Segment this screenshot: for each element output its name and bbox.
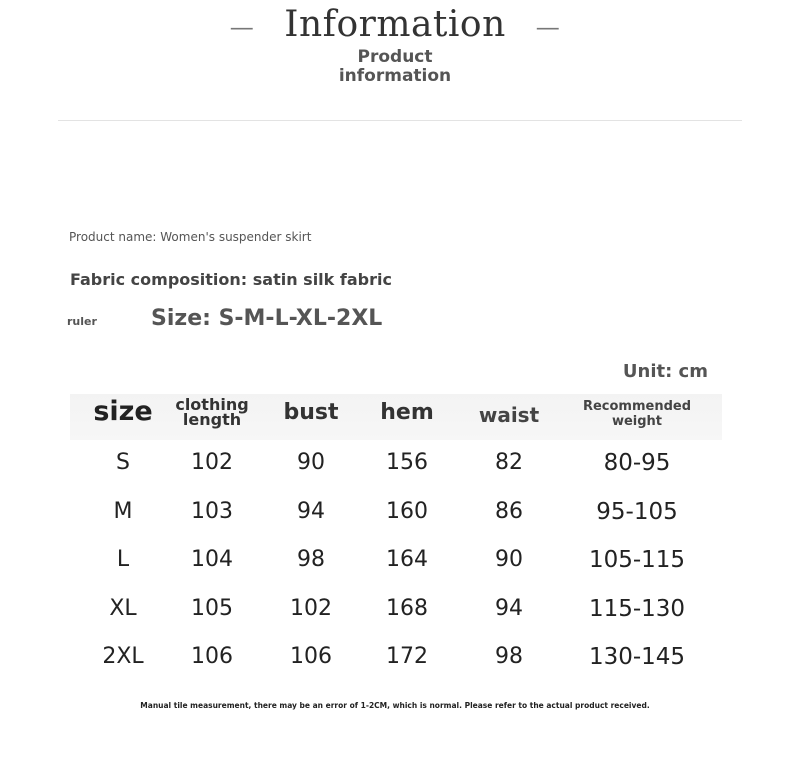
header-size: size — [93, 396, 153, 427]
dash-left-icon: — — [229, 13, 255, 41]
header-clothing-line-1: clothing — [175, 395, 249, 414]
measurement-note: Manual tile measurement, there may be an error of 1-2CM, which is normal. Please refer to the actual product received. — [140, 701, 650, 710]
cell-bust: 106 — [290, 644, 332, 669]
header-clothing-length — [175, 397, 248, 427]
cell-hem: 172 — [386, 644, 428, 669]
cell-size: XL — [109, 595, 137, 621]
subtitle-line-1: Product — [357, 47, 433, 67]
title-text: Information — [284, 4, 506, 45]
cell-recommended-weight: 95-105 — [596, 498, 678, 525]
cell-size: L — [116, 547, 130, 572]
product-name: Product name: Women's suspender skirt — [69, 230, 312, 244]
cell-clothing-length: 102 — [191, 450, 233, 475]
cell-clothing-length: 103 — [191, 498, 233, 524]
cell-hem: 160 — [386, 498, 428, 524]
subtitle-line-2: information — [338, 66, 452, 86]
cell-waist: 86 — [495, 498, 523, 524]
header-hem: hem — [380, 400, 434, 425]
cell-recommended-weight: 130-145 — [588, 644, 686, 670]
ruler-label: ruler — [67, 315, 97, 328]
cell-size: M — [113, 498, 133, 524]
cell-clothing-length: 104 — [191, 547, 233, 572]
cell-recommended-weight: 115-130 — [588, 595, 686, 622]
cell-bust: 94 — [297, 498, 325, 524]
cell-bust: 102 — [290, 595, 332, 621]
cell-hem: 164 — [386, 547, 428, 572]
header-divider — [58, 120, 742, 121]
cell-waist: 90 — [495, 547, 523, 572]
header-subtitle — [0, 48, 790, 86]
cell-bust: 98 — [297, 547, 325, 572]
header-recommended-weight — [583, 399, 691, 429]
header-rec-line-2: weight — [611, 414, 663, 429]
cell-size: S — [116, 450, 130, 475]
header-rec-line-1: Recommended — [582, 399, 692, 414]
cell-recommended-weight: 80-95 — [603, 450, 671, 476]
header-bust: bust — [283, 400, 339, 425]
cell-hem: 168 — [386, 595, 428, 621]
header-title — [0, 4, 790, 45]
cell-hem: 156 — [386, 450, 428, 475]
cell-bust: 90 — [297, 450, 325, 475]
dash-right-icon: — — [535, 13, 561, 41]
cell-clothing-length: 105 — [191, 595, 233, 621]
cell-size: 2XL — [102, 644, 144, 669]
cell-waist: 98 — [495, 644, 523, 669]
header-clothing-line-2: length — [182, 410, 242, 429]
cell-recommended-weight: 105-115 — [588, 547, 686, 573]
size-range: Size: S-M-L-XL-2XL — [151, 306, 383, 331]
cell-clothing-length: 106 — [191, 644, 233, 669]
fabric-composition: Fabric composition: satin silk fabric — [70, 270, 392, 289]
cell-waist: 94 — [495, 595, 523, 621]
header-waist: waist — [478, 403, 540, 427]
cell-waist: 82 — [495, 450, 523, 475]
unit-label: Unit: cm — [622, 361, 708, 382]
